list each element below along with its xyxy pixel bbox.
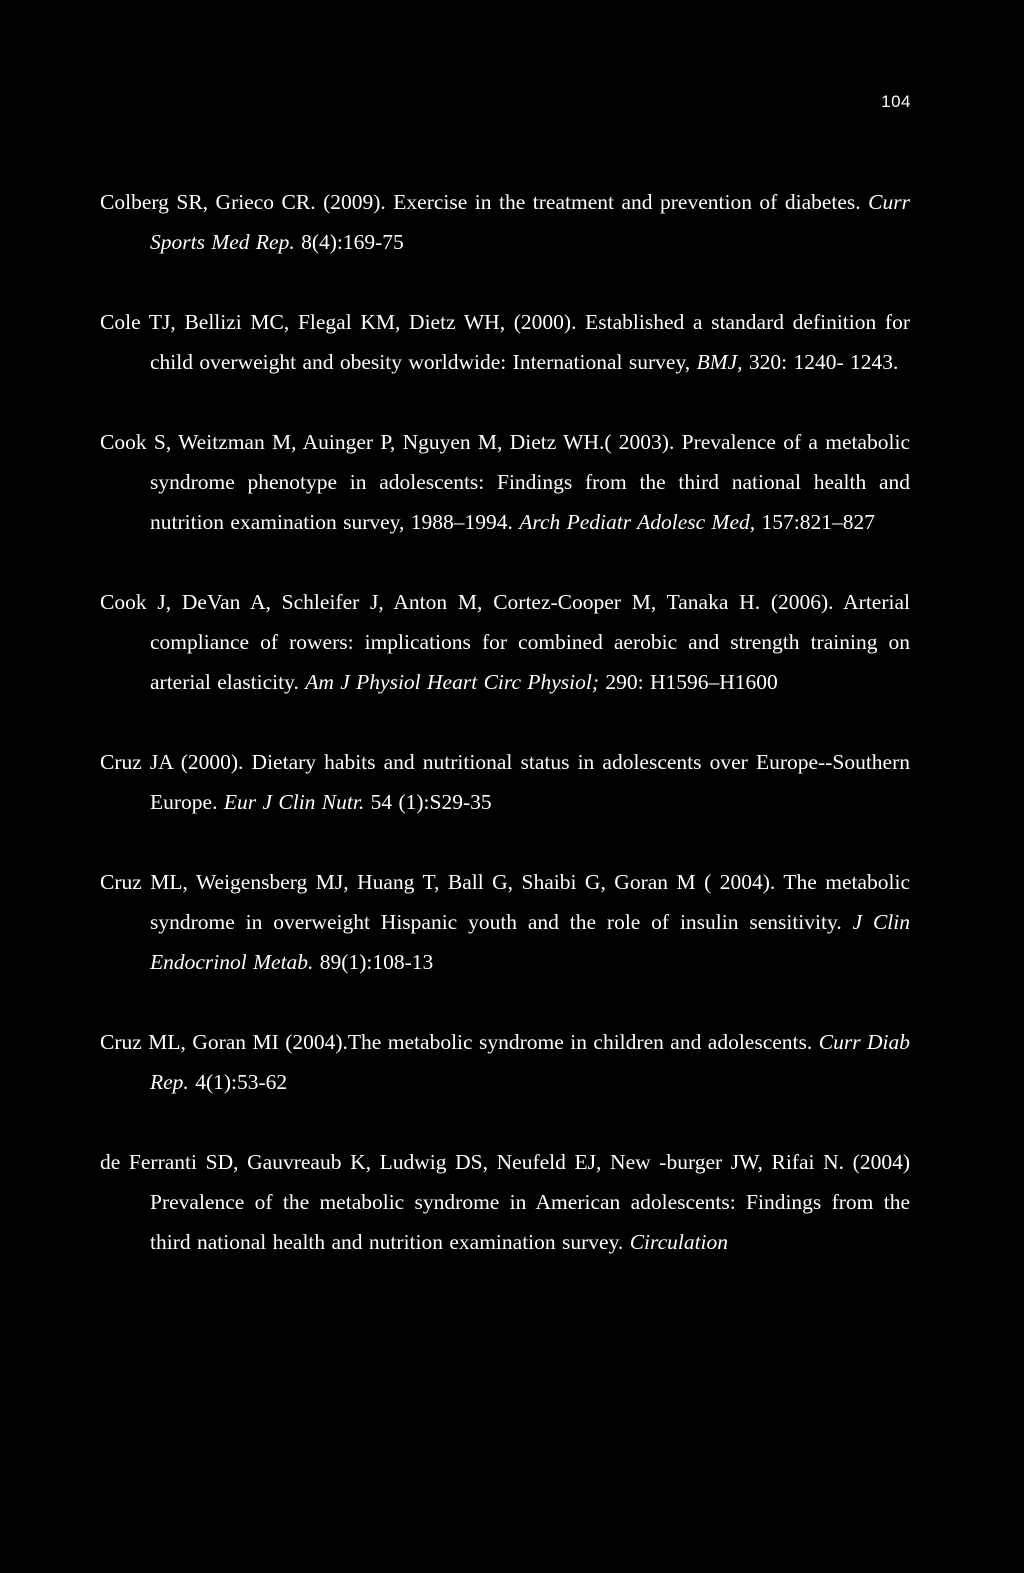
- reference-entry: [100, 742, 910, 822]
- journal-name: Arch Pediatr Adolesc Med,: [519, 509, 756, 534]
- journal-name: Circulation: [629, 1229, 729, 1254]
- reference-text: Cole TJ, Bellizi MC, Flegal KM, Dietz WH, (2000). Established a standard definition for child overweight and obesity worldwide: International survey,: [100, 309, 910, 374]
- reference-entry: [100, 1142, 910, 1262]
- reference-entry: [100, 422, 910, 542]
- journal-name: Am J Physiol Heart Circ Physiol;: [305, 669, 600, 694]
- reference-text: Cruz ML, Goran MI (2004).The metabolic syndrome in children and adolescents.: [100, 1029, 819, 1054]
- reference-text: Colberg SR, Grieco CR. (2009). Exercise in the treatment and prevention of diabetes.: [100, 189, 869, 214]
- reference-citation: 320: 1240- 1243.: [742, 349, 899, 374]
- reference-citation: 8(4):169-75: [294, 229, 404, 254]
- journal-name: Curr Sports Med Rep.: [150, 189, 910, 254]
- reference-citation: 54 (1):S29-35: [364, 789, 492, 814]
- reference-entry: [100, 582, 910, 702]
- reference-entry: [100, 862, 910, 982]
- reference-entry: [100, 302, 910, 382]
- reference-text: de Ferranti SD, Gauvreaub K, Ludwig DS, Neufeld EJ, New -burger JW, Rifai N. (2004) Prevalence of the metabolic syndrome in American adolescents: Findings from the third national health and nutrition examination survey.: [100, 1149, 910, 1254]
- reference-citation: 290: H1596–H1600: [599, 669, 778, 694]
- reference-citation: 4(1):53-62: [188, 1069, 288, 1094]
- reference-text: Cook S, Weitzman M, Auinger P, Nguyen M, Dietz WH.( 2003). Prevalence of a metabolic syndrome phenotype in adolescents: Findings from the third national health and nutrition examination survey, 1988–1994.: [100, 429, 910, 534]
- reference-list: [100, 160, 910, 1302]
- page-number: 104: [881, 92, 911, 111]
- reference-text: Cruz JA (2000). Dietary habits and nutritional status in adolescents over Europe--Southern Europe.: [100, 749, 910, 814]
- journal-name: J Clin Endocrinol Metab.: [150, 909, 910, 974]
- reference-entry: [100, 182, 910, 262]
- reference-text: Cook J, DeVan A, Schleifer J, Anton M, Cortez-Cooper M, Tanaka H. (2006). Arterial compliance of rowers: implications for combined aerobic and strength training on arterial elasticity.: [100, 589, 910, 694]
- journal-name: Curr Diab Rep.: [150, 1029, 911, 1094]
- reference-text: Cruz ML, Weigensberg MJ, Huang T, Ball G, Shaibi G, Goran M ( 2004). The metabolic syndrome in overweight Hispanic youth and the role of insulin sensitivity.: [100, 869, 910, 934]
- reference-citation: 89(1):108-13: [313, 949, 434, 974]
- journal-name: Eur J Clin Nutr.: [223, 789, 365, 814]
- reference-citation: 157:821–827: [755, 509, 875, 534]
- journal-name: BMJ,: [696, 349, 743, 374]
- reference-entry: [100, 1022, 910, 1102]
